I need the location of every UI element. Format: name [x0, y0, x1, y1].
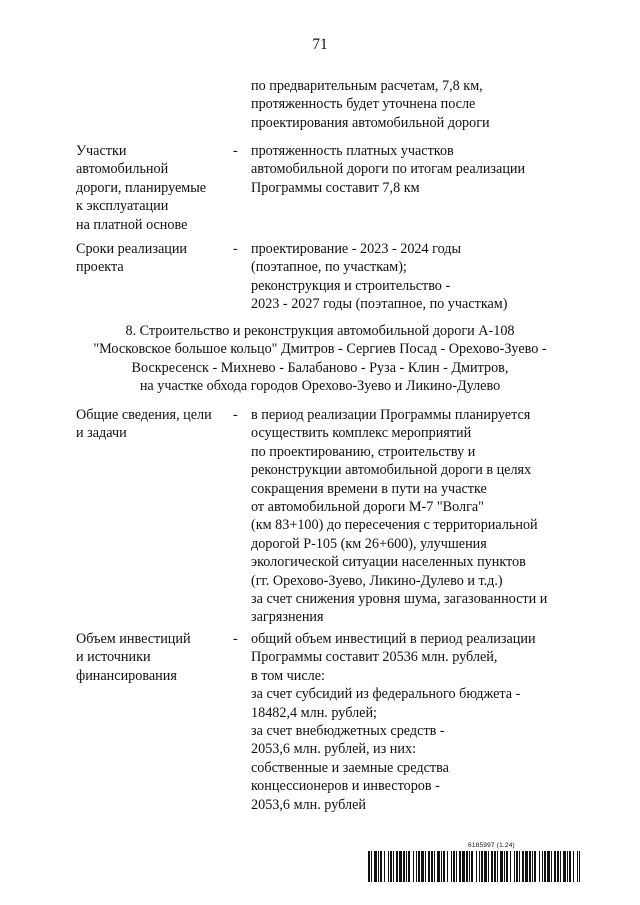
content-row-investment-volume — [76, 630, 586, 816]
content-row-paid-sections — [76, 142, 586, 237]
value-line: протяженность платных участков — [251, 143, 454, 159]
row-value — [251, 77, 581, 132]
row-label — [76, 142, 226, 234]
heading-line: "Московское большое кольцо" Дмитров - Сергиев Посад - Орехово-Зуево - — [93, 341, 547, 358]
row-value — [251, 630, 581, 814]
label-line: к эксплуатации — [76, 198, 169, 215]
barcode-caption: 6185997 (1.24) — [468, 842, 515, 849]
label-line: финансирования — [76, 667, 177, 684]
value-line: собственные и заемные средства — [251, 759, 449, 776]
row-dash: - — [233, 241, 238, 257]
value-line: 2023 - 2027 годы (поэтапное, по участкам) — [251, 296, 508, 313]
row-value — [251, 406, 581, 627]
value-line: Программы составит 7,8 км — [251, 179, 420, 196]
content-row-continuation — [76, 77, 586, 137]
row-dash: - — [233, 631, 238, 647]
value-line: за счет внебюджетных средств - — [251, 723, 445, 740]
value-line: реконструкции автомобильной дороги в целях — [251, 462, 532, 479]
value-line: Программы составит 20536 млн. рублей, — [251, 649, 498, 666]
value-line: реконструкция и строительство - — [251, 277, 451, 294]
value-line: по проектированию, строительству и — [251, 443, 476, 460]
value-line: проектирования автомобильной дороги — [251, 114, 490, 131]
value-line: протяженность будет уточнена после — [251, 96, 476, 113]
row-label — [76, 630, 226, 685]
value-line: за счет снижения уровня шума, загазованности и — [251, 591, 548, 608]
value-line: осуществить комплекс мероприятий — [251, 425, 472, 442]
value-line: загрязнения — [251, 609, 324, 626]
heading-line: 8. Строительство и реконструкция автомобильной дороги А-108 — [125, 323, 515, 339]
label-line: проекта — [76, 259, 124, 276]
value-line: (поэтапное, по участкам); — [251, 259, 407, 276]
value-line: сокращения времени в пути на участке — [251, 480, 487, 497]
value-line: 2053,6 млн. рублей — [251, 796, 366, 813]
barcode — [368, 851, 580, 882]
value-line: дорогой Р-105 (км 26+600), улучшения — [251, 535, 487, 552]
value-line: от автомобильной дороги М-7 "Волга" — [251, 499, 484, 516]
row-label — [76, 240, 226, 277]
value-line: по предварительным расчетам, 7,8 км, — [251, 78, 483, 94]
value-line: за счет субсидий из федерального бюджета - — [251, 686, 521, 703]
heading-line: Воскресенск - Михнево - Балабаново - Руза - Клин - Дмитров, — [131, 359, 509, 376]
heading-line: на участке обхода городов Орехово-Зуево и Ликино-Дулево — [139, 378, 501, 395]
page-number: 71 — [312, 36, 328, 53]
label-line: Общие сведения, цели — [76, 407, 212, 423]
value-line: проектирование - 2023 - 2024 годы — [251, 241, 462, 257]
value-line: (км 83+100) до пересечения с территориальной — [251, 517, 538, 534]
value-line: 2053,6 млн. рублей, из них: — [251, 741, 417, 758]
row-value — [251, 240, 581, 314]
label-line: и источники — [76, 649, 151, 666]
content-row-implementation-terms — [76, 240, 586, 316]
value-line: в период реализации Программы планируется — [251, 407, 531, 423]
label-line: на платной основе — [76, 216, 188, 233]
row-value — [251, 142, 581, 197]
value-line: автомобильной дороги по итогам реализации — [251, 161, 526, 178]
row-label — [76, 406, 226, 443]
value-line: общий объем инвестиций в период реализации — [251, 631, 536, 647]
label-line: и задачи — [76, 425, 127, 442]
value-line: экологической ситуации населенных пунктов — [251, 554, 526, 571]
label-line: Сроки реализации — [76, 241, 188, 257]
label-line: Участки — [76, 143, 127, 159]
row-dash: - — [233, 143, 238, 159]
row-dash: - — [233, 407, 238, 423]
value-line: концессионеров и инвесторов - — [251, 778, 440, 795]
label-line: Объем инвестиций — [76, 631, 191, 647]
value-line: в том числе: — [251, 667, 325, 684]
label-line: дороги, планируемые — [76, 179, 207, 196]
label-line: автомобильной — [76, 161, 169, 178]
section-heading — [40, 322, 600, 396]
value-line: 18482,4 млн. рублей; — [251, 704, 377, 721]
content-row-general-info — [76, 406, 586, 628]
value-line: (гг. Орехово-Зуево, Ликино-Дулево и т.д.) — [251, 572, 503, 589]
